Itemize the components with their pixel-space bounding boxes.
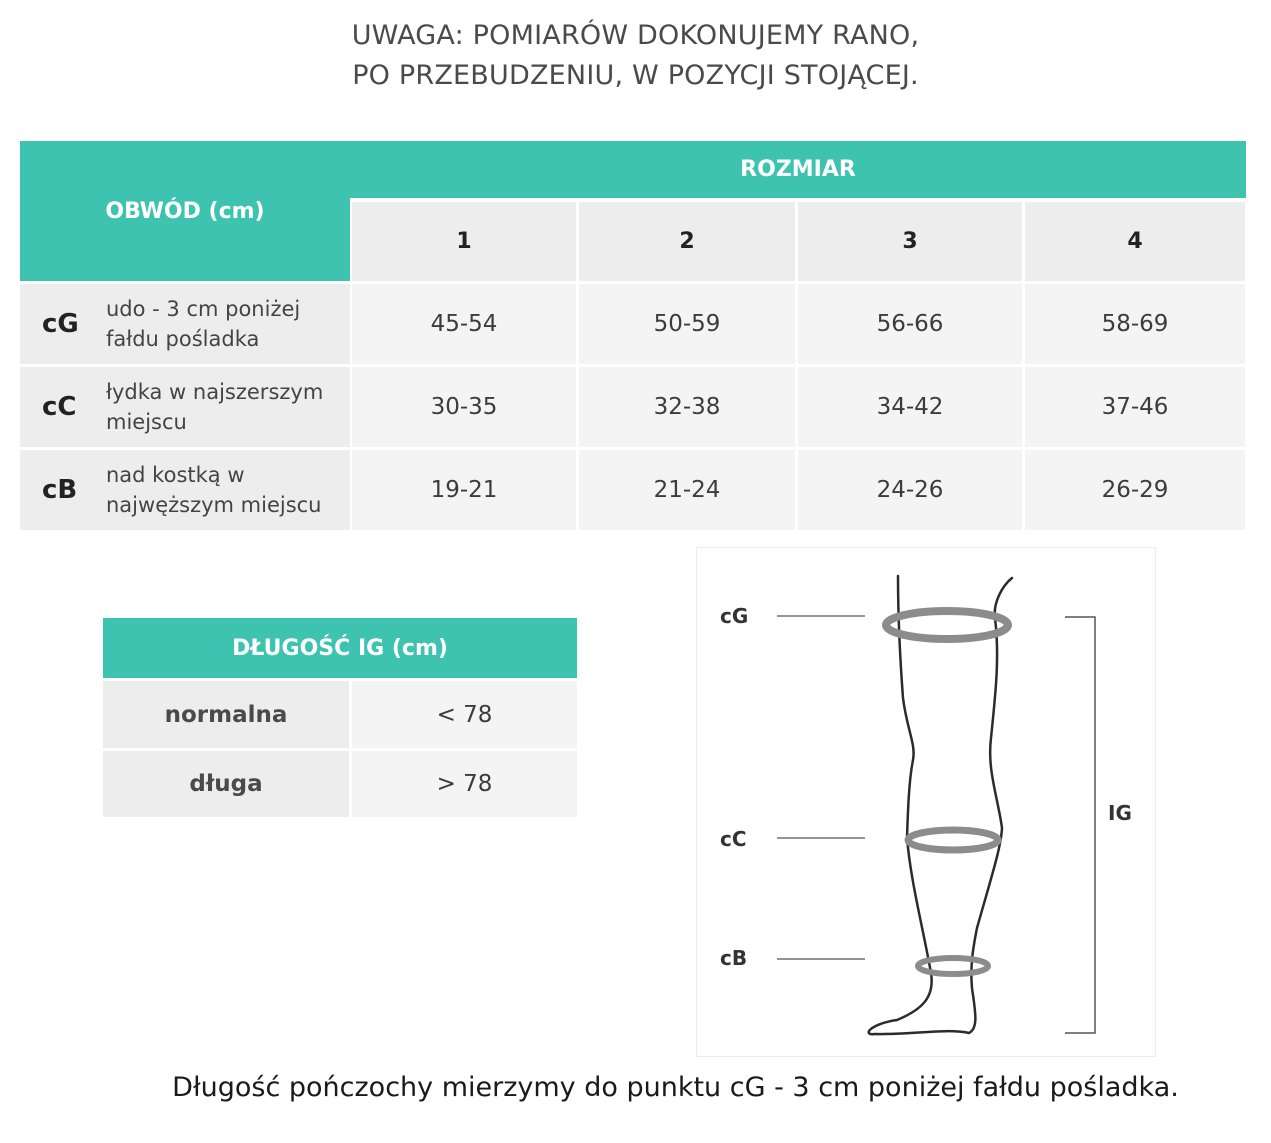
table-row-label (20, 367, 350, 447)
description-line: nad kostką w (106, 463, 245, 487)
cc-measure-ring (908, 830, 998, 850)
cg-measure-ring (886, 611, 1008, 639)
size-number: 4 (1127, 229, 1143, 254)
cell-value: 50-59 (653, 311, 721, 337)
size-number: 3 (902, 229, 918, 254)
table-row-label (20, 284, 350, 364)
cb-label: cB (720, 946, 748, 970)
cell-value: 34-42 (876, 394, 944, 420)
cell-value: 24-26 (876, 477, 944, 503)
size-header-label: ROZMIAR (740, 157, 856, 182)
footer-note: Długość pończochy mierzymy do punktu cG - 3 cm poniżej fałdu pośladka. (172, 1072, 1179, 1103)
length-value: > 78 (436, 771, 493, 797)
notice-line-1: UWAGA: POMIARÓW DOKONUJEMY RANO, (351, 20, 920, 51)
measure-description (106, 377, 323, 437)
circumference-header (20, 141, 350, 281)
table-cell (798, 284, 1022, 364)
circumference-header-label: OBWÓD (cm) (105, 199, 265, 224)
leg-diagram (696, 547, 1156, 1057)
description-line: najwęższym miejscu (106, 493, 322, 517)
length-value: < 78 (436, 701, 493, 728)
measurement-notice (0, 16, 1271, 96)
measure-code: cG (42, 309, 79, 339)
table-cell (1025, 450, 1245, 530)
size-col-4 (1025, 202, 1245, 281)
description-line: miejscu (106, 410, 187, 434)
cg-label: cG (720, 604, 749, 628)
size-header (350, 141, 1246, 198)
leg-diagram-svg (697, 548, 1157, 1058)
table-cell (1025, 367, 1245, 447)
length-header (103, 618, 577, 678)
description-line: łydka w najszerszym (106, 380, 324, 404)
length-row-value (352, 751, 577, 817)
length-row-label (103, 681, 349, 748)
table-cell (579, 367, 795, 447)
length-label: normalna (164, 701, 288, 728)
cell-value: 37-46 (1101, 394, 1169, 420)
table-cell (579, 284, 795, 364)
table-cell (352, 450, 576, 530)
length-header-label: DŁUGOŚĆ IG (cm) (232, 635, 448, 661)
cell-value: 32-38 (653, 394, 721, 420)
table-cell (352, 284, 576, 364)
cell-value: 26-29 (1101, 477, 1169, 503)
ig-label: IG (1108, 801, 1132, 825)
cell-value: 58-69 (1101, 311, 1169, 337)
table-cell (352, 367, 576, 447)
size-number: 1 (456, 229, 472, 254)
table-cell (579, 450, 795, 530)
length-label: długa (189, 771, 263, 797)
notice-line-2: PO PRZEBUDZENIU, W POZYCJI STOJĄCEJ. (352, 60, 919, 91)
table-cell (798, 367, 1022, 447)
cell-value: 19-21 (430, 477, 498, 503)
measure-code: cB (42, 475, 78, 505)
length-row-label (103, 751, 349, 817)
size-col-1 (352, 202, 576, 281)
ig-bracket (1065, 617, 1095, 1033)
table-row-label (20, 450, 350, 530)
measure-description (106, 460, 322, 520)
size-col-3 (798, 202, 1022, 281)
size-col-2 (579, 202, 795, 281)
cc-label: cC (720, 827, 747, 851)
measure-code: cC (42, 392, 77, 422)
cell-value: 45-54 (430, 311, 498, 337)
table-cell (798, 450, 1022, 530)
table-cell (1025, 284, 1245, 364)
description-line: fałdu pośladka (106, 327, 260, 351)
measure-description (106, 294, 300, 354)
size-number: 2 (679, 229, 695, 254)
cell-value: 21-24 (653, 477, 721, 503)
description-line: udo - 3 cm poniżej (106, 297, 301, 321)
cell-value: 30-35 (430, 394, 498, 420)
cell-value: 56-66 (876, 311, 944, 337)
length-row-value (352, 681, 577, 748)
